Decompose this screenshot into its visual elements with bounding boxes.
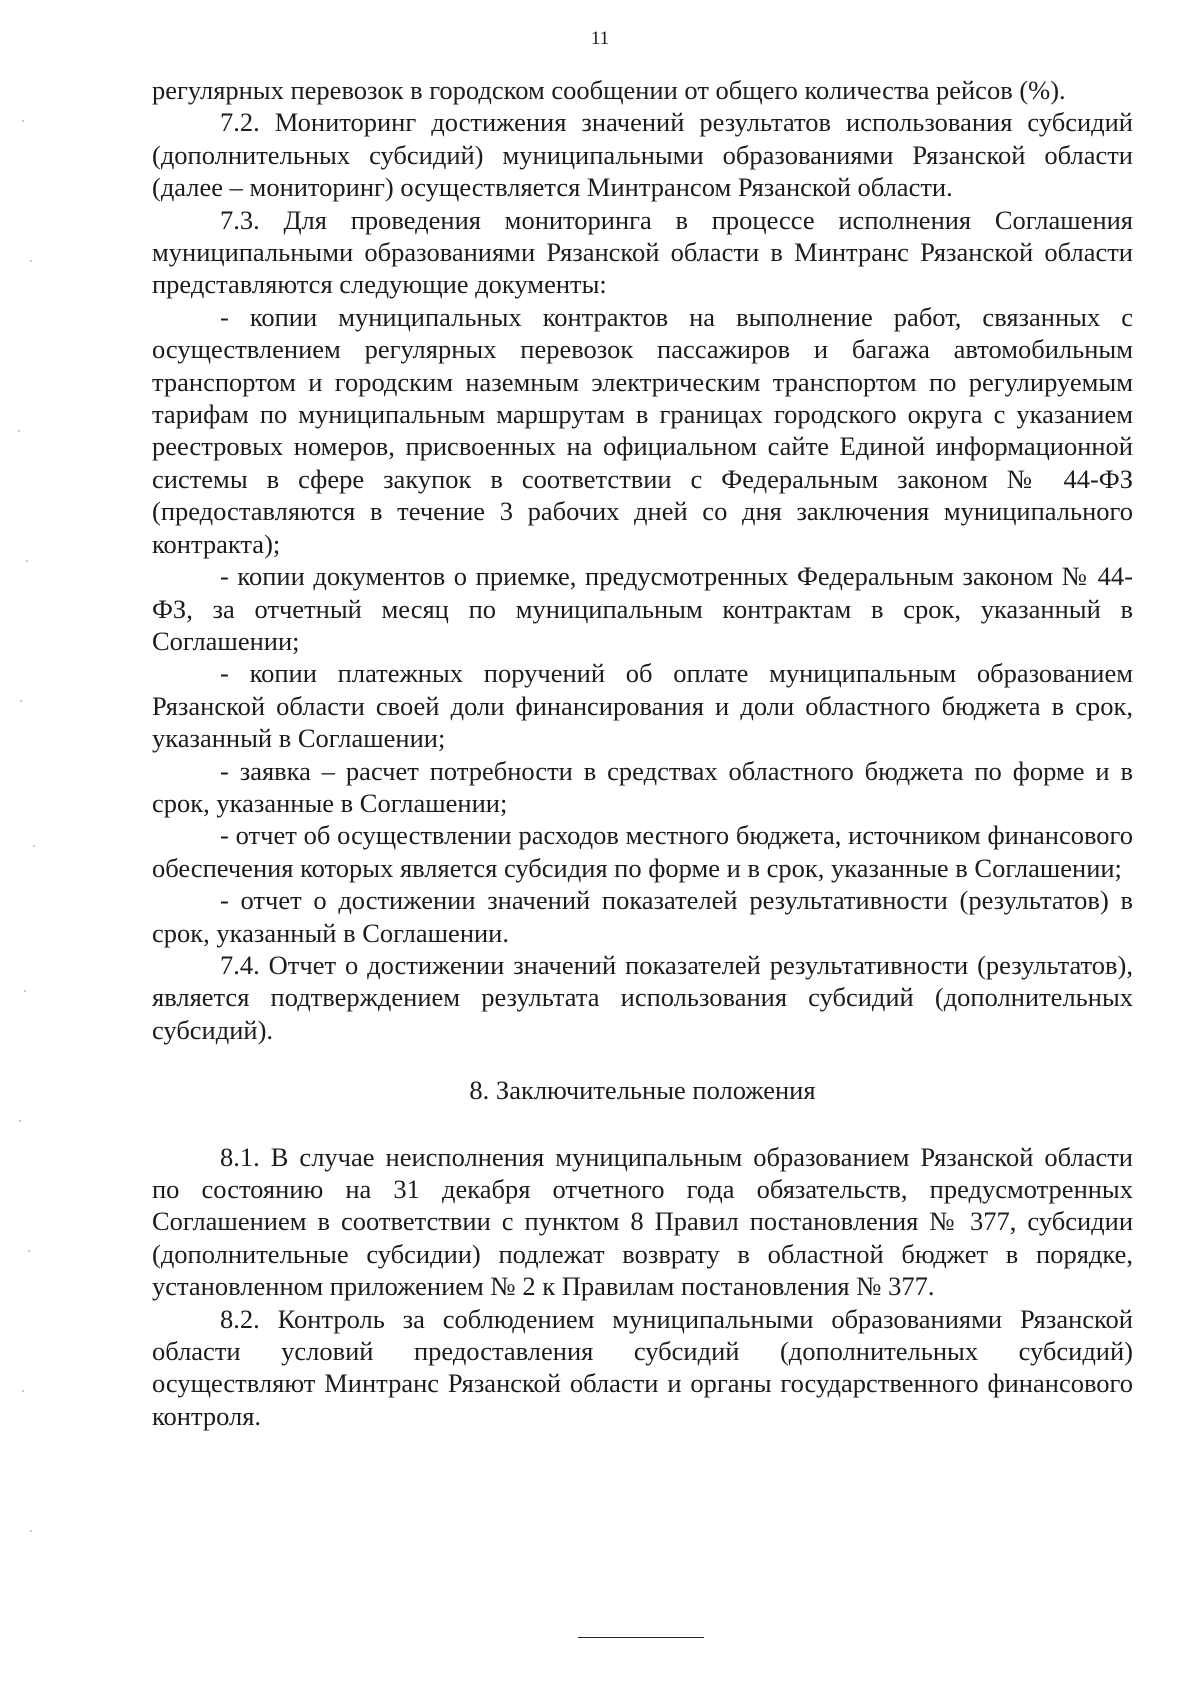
paragraph-7-3: 7.3. Для проведения мониторинга в процессе исполнения Соглашения муниципальными образованиями Рязанской области в Минтранс Рязанской области представляются следующие документы: bbox=[152, 204, 1133, 300]
page-number: 11 bbox=[590, 28, 610, 49]
paragraph-8-1: 8.1. В случае неисполнения муниципальным образованием Рязанской области по состоянию на 31 декабря отчетного года обязательств, предусмотренных Соглашением в соответствии с пунктом 8 Правил постановления № 377, субсидии (дополнительные субсидии) подлежат возврату в областной бюджет в порядке, установленном приложением № 2 к Правилам постановления № 377. bbox=[152, 1141, 1133, 1302]
scan-speck bbox=[30, 1530, 32, 1532]
footer-rule bbox=[578, 1637, 704, 1638]
scan-speck bbox=[24, 990, 26, 992]
list-item-expense-report: - отчет об осуществлении расходов местного бюджета, источником финансового обеспечения которых является субсидия по форме и в срок, указанные в Соглашении; bbox=[152, 820, 1133, 883]
scan-speck bbox=[22, 120, 24, 122]
document-body bbox=[152, 74, 1133, 1432]
scan-speck bbox=[30, 260, 32, 262]
scan-speck bbox=[33, 845, 35, 847]
section-heading: 8. Заключительные положения bbox=[469, 1075, 816, 1106]
list-item-payment-orders: - копии платежных поручений об оплате муниципальным образованием Рязанской области своей доли финансирования и доли областного бюджета в срок, указанный в Соглашении; bbox=[152, 658, 1133, 754]
scan-speck bbox=[19, 1120, 21, 1122]
paragraph-7-4: 7.4. Отчет о достижении значений показателей результативности (результатов), является подтверждением результата использования субсидий (дополнительных субсидий). bbox=[152, 949, 1133, 1045]
scan-speck bbox=[22, 1390, 24, 1392]
paragraph-continuation: регулярных перевозок в городском сообщении от общего количества рейсов (%). bbox=[152, 75, 1066, 105]
list-item-acceptance-docs: - копии документов о приемке, предусмотренных Федеральным законом № 44-ФЗ, за отчетный месяц по муниципальным контрактам в срок, указанный в Соглашении; bbox=[152, 561, 1133, 656]
scan-speck bbox=[18, 430, 20, 432]
scan-speck bbox=[28, 1250, 30, 1252]
list-item-results-report: - отчет о достижении значений показателей результативности (результатов) в срок, указанный в Соглашении. bbox=[152, 885, 1133, 948]
list-item-contracts: - копии муниципальных контрактов на выполнение работ, связанных с осуществлением регулярных перевозок пассажиров и багажа автомобильным транспортом и городским наземным электрическим транспортом по регулируемым тарифам по муниципальным маршрутам в границах городского округа с указанием реестровых номеров, присвоенных на официальном сайте Единой информационной системы в сфере закупок в соответствии с Федеральным законом № 44-ФЗ (предоставляются в течение 3 рабочих дней со дня заключения муниципального контракта); bbox=[152, 301, 1133, 559]
paragraph-7-2: 7.2. Мониторинг достижения значений результатов использования субсидий (дополнительных субсидий) муниципальными образованиями Рязанской области (далее – мониторинг) осуществляется Минтрансом Рязанской области. bbox=[152, 107, 1133, 203]
paragraph-8-2: 8.2. Контроль за соблюдением муниципальными образованиями Рязанской области условий предоставления субсидий (дополнительных субсидий) осуществляют Минтранс Рязанской области и органы государственного финансового контроля. bbox=[152, 1303, 1133, 1431]
scan-speck bbox=[26, 560, 28, 562]
list-item-application: - заявка – расчет потребности в средствах областного бюджета по форме и в срок, указанные в Соглашении; bbox=[152, 755, 1133, 818]
scan-speck bbox=[20, 700, 22, 702]
